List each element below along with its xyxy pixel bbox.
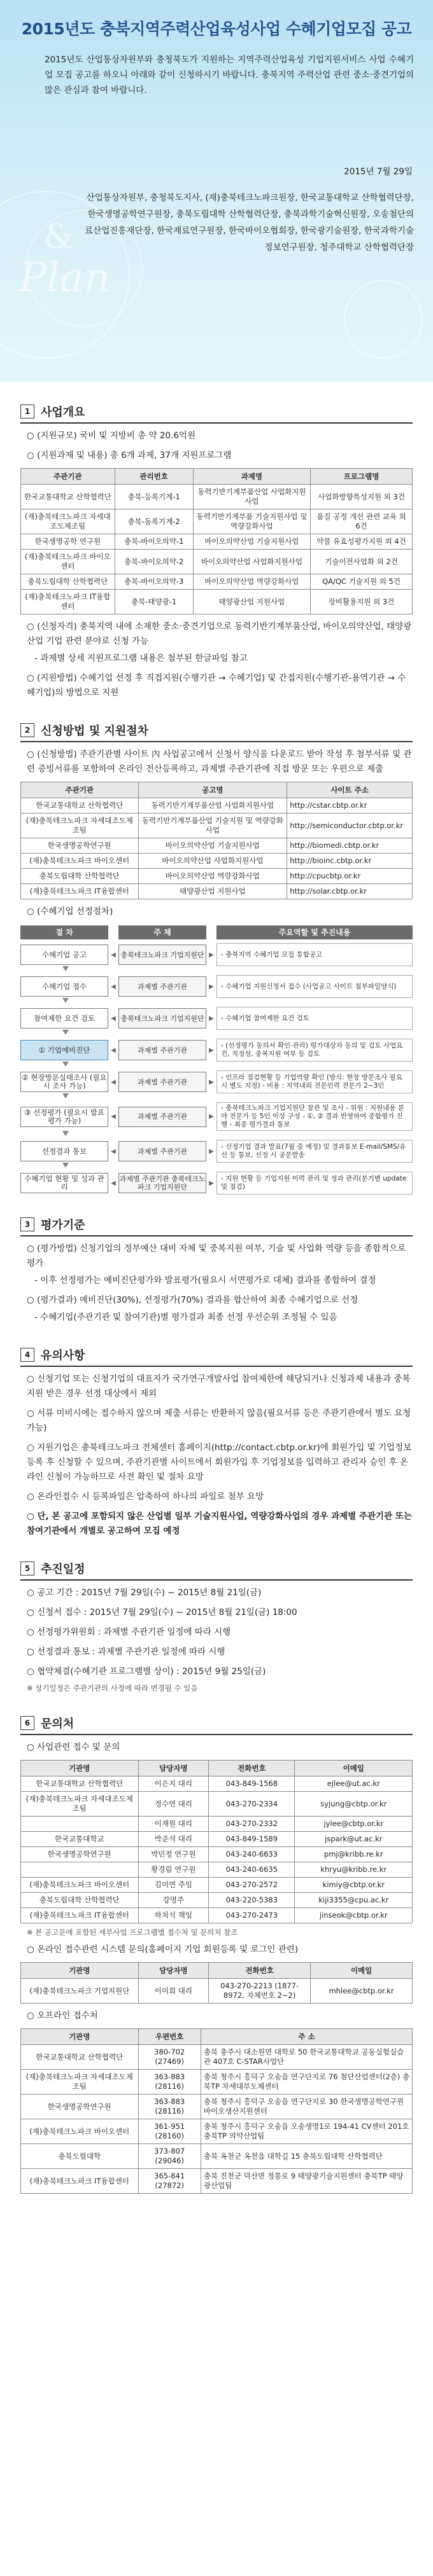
note-item: ○ 신청기업 또는 신청기업의 대표자가 국가연구개발사업 참여제한에 해당되거나 신청과제 내용과 중복 지원 받은 경우 선정 대상에서 제외 xyxy=(27,1374,411,1399)
table-cell: 태양광산업 지원사업 xyxy=(193,590,311,614)
table-cell: 박민정 연구원 xyxy=(138,1847,209,1862)
flow-arrow-down xyxy=(20,1062,413,1068)
section-number: 3 xyxy=(20,1217,34,1231)
table-row xyxy=(21,1832,413,1847)
flow-row xyxy=(20,975,413,998)
table-row xyxy=(21,1817,413,1832)
section-title: 유의사항 xyxy=(41,1349,85,1362)
email-link[interactable]: kimiy@cbtp.or.kr xyxy=(295,1878,413,1893)
section-number: 6 xyxy=(20,1716,34,1730)
flow-row xyxy=(20,1172,413,1195)
section-number: 5 xyxy=(20,1562,34,1575)
site-link[interactable]: http://solar.cbtp.or.kr xyxy=(287,884,413,899)
table-cell: 373-807 (29046) xyxy=(138,2144,201,2169)
support-method-text: ○ (지원방법) 수혜기업 선정 후 직접지원(수행기관 → 수혜기업) 및 간접지원(수행기관-용역기관 → 수혜기업)의 방법으로 지원 xyxy=(27,673,406,698)
table-cell: 하치석 책임 xyxy=(138,1908,209,1923)
table-header: 공고명 xyxy=(138,782,287,798)
arrow-right-icon: ▶ xyxy=(209,951,214,959)
flow-desc: - 지원 현황 등 기업지원 이력 관리 및 성과 관리(분기별 update 및 점검) xyxy=(216,1172,413,1195)
table-cell: 충북 충주시 대소원면 대학로 50 한국교통대학교 공동실험실습관 407호 C-STAR사업단 xyxy=(201,2045,412,2070)
table-cell: 기술이전사업화 외 2건 xyxy=(311,550,413,574)
table-cell: 363-883 (28116) xyxy=(138,2095,201,2119)
arrow-right-icon: ◀ xyxy=(111,1179,116,1187)
flow-arrow-down xyxy=(20,1030,413,1036)
table-row xyxy=(21,590,413,614)
table-cell: 정수연 대리 xyxy=(138,1792,209,1817)
table-cell: 한국교통대학교 산학협력단 xyxy=(21,1776,139,1792)
contact-body xyxy=(21,1776,413,1923)
schedule-note: ※ 상기일정은 주관기관의 사정에 따라 변경될 수 있음 xyxy=(27,1684,198,1693)
section-title: 사업개요 xyxy=(41,406,85,419)
eligibility-text: ○ (신청자격) 충북지역 내에 소재한 중소·중견기업으로 동력기반기계부품산업, 바이오의약산업, 태양광산업 기업 관련 분야로 신청 가능 xyxy=(27,621,412,646)
table-row xyxy=(21,869,413,884)
table-cell: 동력기반기계부품산업 사업화지원사업 xyxy=(138,798,287,814)
table-cell: 품질 공정 개선 관련 교육 외 6건 xyxy=(311,509,413,534)
arrow-right-icon: ▶ xyxy=(209,983,214,990)
table-cell: (재)충북테크노파크 IT융합센터 xyxy=(21,884,139,899)
table-cell: 043-240-6633 xyxy=(209,1847,295,1862)
contact-subtitle: ○ 사업관련 접수 및 문의 xyxy=(27,1742,120,1752)
table-cell: 강명주 xyxy=(138,1893,209,1908)
table-cell: 한국생명공학연구원 xyxy=(21,1847,139,1862)
section-contact xyxy=(20,1712,413,2194)
flow-title: ○ (수혜기업 선정절차) xyxy=(27,906,113,917)
table-header: 담당자명 xyxy=(138,1761,209,1776)
email-link[interactable]: jspark@ut.ac.kr xyxy=(295,1832,413,1847)
schedule-item: ○ 신청서 접수 : 2015년 7월 29일(수) ~ 2015년 8월 21일(금) 18:00 xyxy=(27,1607,297,1617)
table-cell: QA/QC 기술지원 외 5건 xyxy=(311,574,413,590)
table-cell: (재)충북테크노파크 자세대조도제조팀 xyxy=(21,509,115,534)
table-cell: (재)충북테크노파크 바이오센터 xyxy=(21,2119,139,2144)
flow-owner: 과제별 주관기관 xyxy=(118,1107,206,1127)
flow-header-cell: 주요역할 및 추진내용 xyxy=(216,925,413,939)
table-header: 기관명 xyxy=(21,1963,139,1979)
section-notes xyxy=(20,1344,413,1539)
schedule-item: ○ 선정평가위원회 : 과제별 주관기관 일정에 따라 시행 xyxy=(27,1627,231,1637)
apply-method-text: ○ (신청방법) 주관기관별 사이트 內 사업공고에서 신청서 양식을 다운로드 받아 작성 후 첨부서류 및 관련 증빙서류를 포함하여 온라인 전산등록하고, 과제별 주관기관에 직접 방문 또는 우편으로 제출 xyxy=(27,749,412,774)
table-cell: (재)충북테크노파크 자세대조도제조팀 xyxy=(21,2070,139,2095)
arrow-right-icon: ◀ xyxy=(111,983,116,990)
table-cell: 동력기반기계부품 기술지원사업 및 역량강화사업 xyxy=(193,509,311,534)
table-cell: (재)충북테크노파크 자세대조도제조팀 xyxy=(21,814,139,838)
table-cell: 이재원 대리 xyxy=(138,1817,209,1832)
table-row xyxy=(21,485,413,509)
table-cell: (재)충북테크노파크 바이오센터 xyxy=(21,550,115,574)
section-header xyxy=(20,1712,413,1735)
section-header xyxy=(20,1344,413,1367)
decor-plan-text: Plan xyxy=(19,254,110,301)
task-table xyxy=(20,468,413,614)
content xyxy=(0,382,433,2194)
selection-flowchart xyxy=(20,925,413,1195)
section-title: 평가기준 xyxy=(41,1219,85,1232)
table-cell: 장비활용지원 외 3건 xyxy=(311,590,413,614)
table-cell: (재)충북테크노파크 IT융합센터 xyxy=(21,2169,139,2194)
table-row xyxy=(21,814,413,838)
table-cell: 043-849-1589 xyxy=(209,1832,295,1847)
title-band xyxy=(0,11,433,45)
flow-arrow-down xyxy=(20,1131,413,1137)
table-cell: 충북도립대학 xyxy=(21,2144,139,2169)
table-cell: 충북-동록기계-2 xyxy=(115,509,193,534)
table-cell: 한국생명공학연구원 xyxy=(21,2095,139,2119)
schedule-item: ○ 협약체결(수혜기관 프로그램별 상이) : 2015년 9월 25일(금) xyxy=(27,1666,266,1677)
flow-owner: 충북테크노파크 기업지원단 xyxy=(118,1008,206,1028)
table-cell: 바이오의약산업 역량강화사업 xyxy=(193,574,311,590)
email-link[interactable]: pmj@kribb.re.kr xyxy=(295,1847,413,1862)
table-cell: 충북 진천군 덕산면 정통로 9 태양광기술지원센터 충북TP 태양광산업팀 xyxy=(201,2169,412,2194)
table-cell: 043-849-1568 xyxy=(209,1776,295,1792)
table-cell: 김미연 주임 xyxy=(138,1878,209,1893)
flow-owner: 과제별 주관기관 xyxy=(118,976,206,997)
table-cell: 약물 유효성평가지원 외 4건 xyxy=(311,534,413,550)
table-header: 전화번호 xyxy=(209,1761,295,1776)
table-cell: 사업화방향특성지원 외 3건 xyxy=(311,485,413,509)
table-row xyxy=(21,1792,413,1817)
table-row xyxy=(21,798,413,814)
table-header: 과제명 xyxy=(193,469,311,485)
arrow-right-icon: ◀ xyxy=(111,1014,116,1022)
flow-step: 수혜기업 현황 및 성과 관리 xyxy=(20,1173,108,1193)
flow-row xyxy=(20,943,413,966)
section-header xyxy=(20,401,413,424)
section-number: 1 xyxy=(20,405,34,419)
decor-ampersand: & xyxy=(43,216,75,256)
table-cell: 한국생명공학연구원 xyxy=(21,838,139,854)
site-link[interactable]: http://semiconductor.cbtp.or.kr xyxy=(287,814,413,838)
table-cell: (재)충북테크노파크 바이오센터 xyxy=(21,1878,139,1893)
offline-body xyxy=(21,2045,413,2194)
table-cell: 361-951 (28160) xyxy=(138,2119,201,2144)
table-cell: 043-270-2334 xyxy=(209,1792,295,1817)
table-row xyxy=(21,1776,413,1792)
email-link[interactable]: kiji3355@cpu.ac.kr xyxy=(295,1893,413,1908)
section-title: 문의처 xyxy=(41,1717,75,1731)
flow-row xyxy=(20,1102,413,1131)
table-row xyxy=(21,2169,413,2194)
section-header xyxy=(20,1214,413,1236)
flow-desc: - 인프라 점검현황 등 기업역량 확인 (방식: 현장 방문조사 필요시 별도 지정) - 비용 : 지역내외 전문인력 전문가 2~3인 xyxy=(216,1070,413,1093)
contact-table xyxy=(20,1760,413,1923)
table-cell: (재)충북테크노파크 기업지원단 xyxy=(21,1979,139,2004)
table-row xyxy=(21,1878,413,1893)
table-cell: 이은지 대리 xyxy=(138,1776,209,1792)
arrow-right-icon: ◀ xyxy=(111,1078,116,1086)
arrow-right-icon: ◀ xyxy=(111,951,116,959)
eval-method-sub: - 이후 선정평가는 예비진단평가와 발표평가(필요시 서면평가로 대체) 결과를 종합하여 결정 xyxy=(34,1275,376,1285)
table-cell: 바이오의약산업 사업화지원사업 xyxy=(193,550,311,574)
table-row xyxy=(21,1979,413,2004)
table-cell: 이미희 대리 xyxy=(138,1979,209,2004)
email-link[interactable]: jylee@cbtp.or.kr xyxy=(295,1817,413,1832)
table-row xyxy=(21,2045,413,2070)
section-application xyxy=(20,719,413,1195)
table-cell: 380-702 (27469) xyxy=(138,2045,201,2070)
eval-method-text: ○ (평가방법) 신청기업의 정부예산 대비 자체 및 중복지원 여부, 기술 및 사업화 역량 등을 종합적으로 평가 xyxy=(27,1243,406,1268)
flow-desc: - 수혜기업 지원신청서 접수 (사업공고 사이트 첨부파일양식) xyxy=(216,975,413,998)
table-cell: 바이오의약산업 사업화지원사업 xyxy=(138,854,287,869)
section-overview xyxy=(20,401,413,700)
decor-circle xyxy=(344,280,423,359)
flow-owner: 충북테크노파크 기업지원단 xyxy=(118,945,206,965)
flow-step: ② 현장방문실태조사 (필요시 조사 가능) xyxy=(20,1072,108,1092)
flow-desc: - 수혜기업 참여제한 요건 검토 xyxy=(216,1007,413,1030)
flow-arrow-down xyxy=(20,998,413,1004)
table-header: 이메일 xyxy=(311,1963,413,1979)
table-header: 기관명 xyxy=(21,1761,139,1776)
table-header: 우편번호 xyxy=(138,2029,201,2045)
eligibility-sub: - 과제별 상세 지원프로그램 내용은 첨부된 한글파일 참고 xyxy=(34,653,248,663)
section-title: 신청방법 및 지원절차 xyxy=(41,724,149,738)
table-header: 관리번호 xyxy=(115,469,193,485)
section-number: 4 xyxy=(20,1348,34,1362)
table-row xyxy=(21,1862,413,1878)
table-cell: 043-220-5383 xyxy=(209,1893,295,1908)
online-table xyxy=(20,1962,413,2004)
note-item: ○ 온라인접수 시 등록파일은 압축하여 하나의 파일로 첨부 요망 xyxy=(27,1492,264,1502)
table-row xyxy=(21,509,413,534)
table-cell: 363-883 (28116) xyxy=(138,2070,201,2095)
table-cell: 박준석 대리 xyxy=(138,1832,209,1847)
table-cell xyxy=(21,1862,139,1878)
header-banner xyxy=(0,0,433,382)
section-schedule xyxy=(20,1558,413,1693)
table-cell: 충북-바이오의약-2 xyxy=(115,550,193,574)
tasks-text: ○ (지원과제 및 내용) 총 6개 과제, 37개 지원프로그램 xyxy=(27,450,232,460)
flow-step: 수혜기업 공고 xyxy=(20,945,108,965)
section-title: 추진일정 xyxy=(41,1563,85,1576)
section-header xyxy=(20,1558,413,1581)
flow-owner: 과제별 주관기관 xyxy=(118,1072,206,1092)
flow-step: ① 기업예비진단 xyxy=(20,1040,108,1060)
table-cell: 태양광산업 지원사업 xyxy=(138,884,287,899)
table-cell: 365-841 (27872) xyxy=(138,2169,201,2194)
email-link[interactable]: ejlee@ut.ac.kr xyxy=(295,1776,413,1792)
table-row xyxy=(21,854,413,869)
table-cell: 043-270-2332 xyxy=(209,1817,295,1832)
flow-step: 수혜기업 접수 xyxy=(20,976,108,997)
table-header: 이메일 xyxy=(295,1761,413,1776)
arrow-right-icon: ▶ xyxy=(209,1147,214,1155)
arrow-right-icon: ▶ xyxy=(209,1046,214,1054)
table-cell: 충북-바이오의약-1 xyxy=(115,534,193,550)
table-cell: 충북-태양광-1 xyxy=(115,590,193,614)
site-link[interactable]: http://biomedi.cbtp.or.kr xyxy=(287,838,413,854)
table-cell: 충북도립대학 산학협력단 xyxy=(21,1893,139,1908)
arrow-right-icon: ◀ xyxy=(111,1113,116,1120)
table-cell: 한국교통대학교 xyxy=(21,1832,139,1847)
flow-desc: - (선정평가 동의서 확인·관리) 평가대상자 동의 및 검토 사업요건, 적정성, 중복지원 여부 등 검토 xyxy=(216,1039,413,1062)
table-cell: 043-270-2572 xyxy=(209,1878,295,1893)
eval-result-text: ○ (평가결과) 예비진단(30%), 선정평가(70%) 결과를 합산하여 최종 수혜기업으로 선정 xyxy=(27,1295,358,1305)
offline-table xyxy=(20,2028,413,2194)
table-cell xyxy=(21,1817,139,1832)
schedule-item: ○ 공고 기간 : 2015년 7월 29일(수) ~ 2015년 8월 21일(금) xyxy=(27,1588,262,1598)
table-cell: (재)충북테크노파크 자세대조도제조팀 xyxy=(21,1792,139,1817)
table-row xyxy=(21,1893,413,1908)
table-header: 주관기관 xyxy=(21,469,115,485)
notice-date: 2015년 7월 29일 xyxy=(344,167,413,177)
issuing-orgs: 산업통상자원부, 충청북도지사, (재)충북테크노파크원장, 한국교통대학교 산학협력단장, 한국생명공학연구원장, 충북도립대학 산학협력단장, 충북과학기술혁신원장, 오송첨단의료산업진흥재단장, 한국재료연구원장, 한국바이오협회장, 한국광기술원장, 한국과학기술정보연구원장, 청주대학교 산학협력단장 xyxy=(85,193,414,253)
site-link[interactable]: http://cpucbtp.or.kr xyxy=(287,869,413,884)
table-cell: (재)충북테크노파크 IT융합센터 xyxy=(21,1908,139,1923)
table-header: 전화번호 xyxy=(209,1963,311,1979)
table-cell: 한국생명공학 연구원 xyxy=(21,534,115,550)
table-header: 담당자명 xyxy=(138,1963,209,1979)
table-cell: 바이오의약산업 기술지원사업 xyxy=(138,838,287,854)
flow-arrow-down xyxy=(20,966,413,973)
table-row xyxy=(21,2144,413,2169)
note-item: ○ 서류 미비시에는 접수하지 않으며 제출 서류는 반환하지 않음(필요서류 등은 주관기관에서 별도 요청 가능) xyxy=(27,1408,411,1433)
section-header xyxy=(20,719,413,742)
flow-header xyxy=(20,925,413,939)
table-cell: 동력기반기계부품산업 기술지원 및 역량강화사업 xyxy=(138,814,287,838)
schedule-item: ○ 선정결과 통보 : 과제별 주관기관 일정에 따라 시행 xyxy=(27,1647,225,1657)
table-row xyxy=(21,2070,413,2095)
table-cell: 043-240-6635 xyxy=(209,1862,295,1878)
section-evaluation xyxy=(20,1214,413,1325)
table-cell: 043-270-2473 xyxy=(209,1908,295,1923)
flow-arrow-down xyxy=(20,1163,413,1169)
table-cell: 충북 청주시 흥덕구 오송읍 연구단지로 30 한국생명공학연구원 바이오생산지원센터 xyxy=(201,2095,412,2119)
table-row xyxy=(21,2095,413,2119)
flow-row xyxy=(20,1070,413,1093)
arrow-right-icon: ◀ xyxy=(111,1147,116,1155)
table-header: 주 소 xyxy=(201,2029,412,2045)
email-link[interactable]: khryu@kribb.re.kr xyxy=(295,1862,413,1878)
table-cell: 충북-등록기계-1 xyxy=(115,485,193,509)
contact-note: ※ 본 공고문에 포함된 세부사업 프로그램별 접수처 및 문의처 참조 xyxy=(27,1928,238,1937)
arrow-right-icon: ▶ xyxy=(209,1113,214,1120)
table-cell: (재)충북테크노파크 IT융합센터 xyxy=(21,590,115,614)
table-cell: 동력기반기계부품산업 사업화지원사업 xyxy=(193,485,311,509)
flow-rows xyxy=(20,943,413,1195)
table-header: 사이트 주소 xyxy=(287,782,413,798)
eval-result-sub: - 수혜기업(주관기관 및 참여기관)별 평가결과 최종 선정 우선순위 조정될 수 있음 xyxy=(34,1312,337,1322)
table-row xyxy=(21,534,413,550)
flow-desc: - 선정기업 결과 발표(7월 중 예정) 및 결과통보 E-mail/SMS/유선 등 통보, 선정 시 공문발송 xyxy=(216,1140,413,1163)
table-cell: 한국교통대학교 산학협력단 xyxy=(21,798,139,814)
table-cell: 바이오의약산업 기술지원사업 xyxy=(193,534,311,550)
email-link[interactable]: jinseok@cbtp.or.kr xyxy=(295,1908,413,1923)
budget-text: ○ (지원규모) 국비 및 지방비 총 약 20.6억원 xyxy=(27,431,195,441)
arrow-right-icon: ▶ xyxy=(209,1179,214,1187)
flow-row xyxy=(20,1140,413,1163)
table-cell: 바이오의약산업 역량강화사업 xyxy=(138,869,287,884)
flow-row xyxy=(20,1039,413,1062)
note-item: ○ 지원기업은 충북테크노파크 전체센터 홈페이지(http://contact.cbtp.or.kr)에 회원가입 및 기업정보 등록 후 신청할 수 있으며, 주관기관별 사이트에서 회원가입 후 기업정보를 입력하고 관리자 승인 후 온라인 신청이 가능하므로 사전 확인 및 절차 요망 xyxy=(27,1443,412,1482)
table-cell: 충북 옥천군 옥천읍 대학길 15 충북도립대학 산학협력단 xyxy=(201,2144,412,2169)
email-link[interactable]: syjung@cbtp.or.kr xyxy=(295,1792,413,1817)
table-row xyxy=(21,574,413,590)
flow-desc: - 충북지역 수혜기업 모집 통합공고 xyxy=(216,943,413,966)
email-link[interactable]: mhlee@cbtp.or.kr xyxy=(311,1979,413,2004)
table-row xyxy=(21,1847,413,1862)
flow-owner: 과제별 주관기관 xyxy=(118,1141,206,1161)
table-cell: 한국교통대학교 산학협력단 xyxy=(21,2045,139,2070)
flow-desc: - 충북테크노파크 기업지원단 참관 및 조사 - 위원 : 지원내용 분야 전문가 등 5인 이상 구성 - ①, ② 결과 반영하여 종합평가 진행 - 최종 평가결과 통보 xyxy=(216,1102,413,1131)
table-row xyxy=(21,838,413,854)
table-row xyxy=(21,550,413,574)
site-table xyxy=(20,782,413,899)
table-header: 프로그램명 xyxy=(311,469,413,485)
flow-owner: 과제별 주관기관 충북테크노파크 기업지원단 xyxy=(118,1173,206,1193)
section-number: 2 xyxy=(20,723,34,737)
online-subtitle: ○ 온라인 접수관련 시스템 문의(홈페이지 기업 회원등록 및 로그인 관련) xyxy=(27,1944,299,1955)
flow-arrow-down xyxy=(20,1093,413,1100)
flow-step: 선정결과 통보 xyxy=(20,1141,108,1161)
page-title: 2015년도 충북지역주력산업육성사업 수혜기업모집 공고 xyxy=(21,20,412,38)
site-link[interactable]: http://bioinc.cbtp.or.kr xyxy=(287,854,413,869)
table-cell: 황경림 연구원 xyxy=(138,1862,209,1878)
arrow-right-icon: ◀ xyxy=(111,1046,116,1054)
flow-row xyxy=(20,1007,413,1030)
flow-owner: 과제별 주관기관 xyxy=(118,1040,206,1060)
table-cell: 한국교통대학교 산학협력단 xyxy=(21,485,115,509)
arrow-right-icon: ▶ xyxy=(209,1078,214,1086)
flow-header-cell: 주 체 xyxy=(118,925,206,939)
flow-header-cell: 절 차 xyxy=(20,925,108,939)
intro-text: 2015년도 산업통상자원부와 충청북도가 지원하는 지역주력산업육성 기업지원서비스 사업 수혜기업 모집 공고를 하오니 아래와 같이 신청하시기 바랍니다. 충북지역 주력산업 관련 중소·중견기업의 많은 관심과 참여 바랍니다. xyxy=(45,55,414,95)
offline-subtitle: ○ 오프라인 접수처 xyxy=(27,2011,98,2021)
flow-step: 참여제한 요건 검토 xyxy=(20,1008,108,1028)
table-cell: 충북 청주시 흥덕구 오송읍 오송생명1로 194-41 CV센터 201호 충북TP 의약산업팀 xyxy=(201,2119,412,2144)
site-link[interactable]: http://cstar.cbtp.or.kr xyxy=(287,798,413,814)
table-cell: 043-270-2213 (1877-8972, 자체번호 2~2) xyxy=(209,1979,311,2004)
note-item-emphasis: ○ 단, 본 공고에 포함되지 않은 산업별 일부 기술지원사업, 역량강화사업의 경우 과제별 주관기관 또는 참여기관에서 개별로 공고하여 모집 예정 xyxy=(27,1511,412,1536)
table-header: 기관명 xyxy=(21,2029,139,2045)
table-cell: 충북-바이오의약-3 xyxy=(115,574,193,590)
table-row xyxy=(21,1908,413,1923)
table-cell: 충북 청주시 흥덕구 오송읍 연구단지로 76 첨단산업센터(2층) 충북TP 차세대부도체센터 xyxy=(201,2070,412,2095)
table-row xyxy=(21,884,413,899)
table-cell: (재)충북테크노파크 바이오센터 xyxy=(21,854,139,869)
table-cell: 충북도립대학 산학협력단 xyxy=(21,869,139,884)
table-header: 주관기관 xyxy=(21,782,139,798)
flow-step: ③ 선정평가 (필요시 발표평가 가능) xyxy=(20,1107,108,1127)
table-cell: 충북도립대학 산학협력단 xyxy=(21,574,115,590)
arrow-right-icon: ▶ xyxy=(209,1014,214,1022)
table-row xyxy=(21,2119,413,2144)
